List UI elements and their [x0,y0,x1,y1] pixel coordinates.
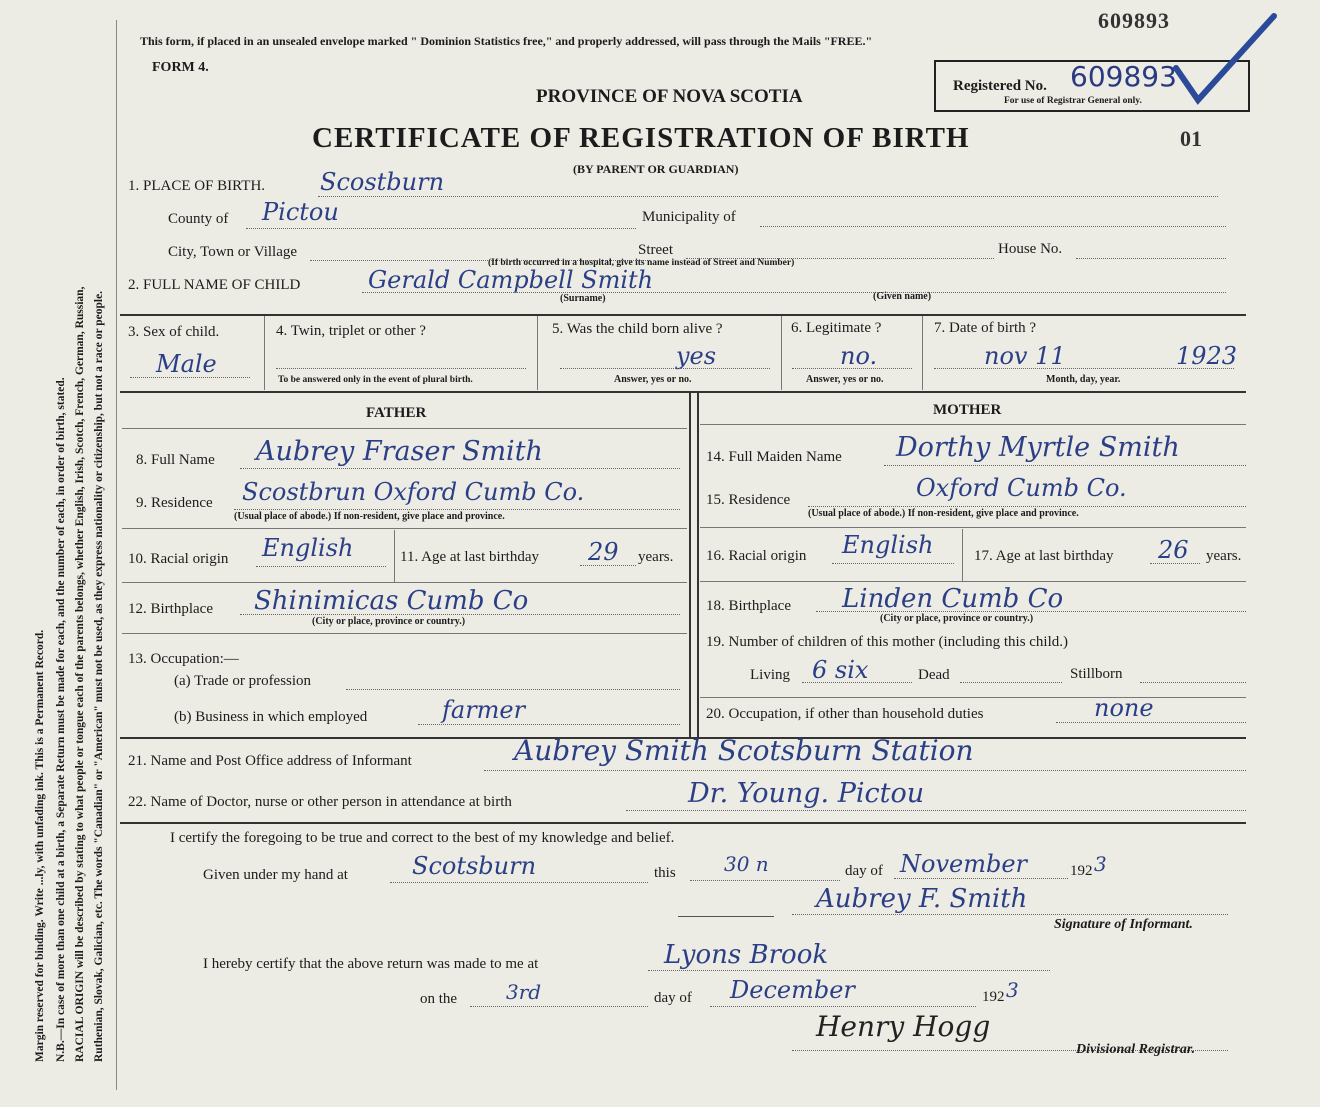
cell-divider [781,316,782,390]
county-value: Pictou [262,198,339,226]
child-name-line [362,292,1226,293]
on-the-label: on the [420,991,458,1007]
doctor-value: Dr. Young. Pictou [688,778,925,809]
mother-racial-origin-value: English [842,531,934,559]
mother-age-unit: years. [1206,548,1242,564]
place-of-birth-value: Scostburn [320,168,445,196]
certify-statement: I certify the foregoing to be true and correct to the best of my knowledge and belief. [170,830,675,846]
father-residence-value: Scostbrun Oxford Cumb Co. [242,478,585,506]
city-label: City, Town or Village [168,244,298,260]
father-birthplace-label: 12. Birthplace [128,601,213,617]
mother-occupation-value: none [1094,694,1154,722]
margin-plural-birth-note: N.B.—In case of more than one child at a birth, a Separate Return must be made for each, and the number of each, in order of birth, stated. [55,377,67,1062]
sex-label: 3. Sex of child. [128,324,220,340]
born-alive-note: Answer, yes or no. [614,374,692,385]
street-label: Street [638,242,673,258]
checkmark-icon [1170,8,1280,108]
father-business-value: farmer [442,696,526,724]
father-age-line [580,565,636,566]
legitimate-value: no. [840,342,878,370]
stamp-number: 609893 [1098,8,1170,33]
month2-line [710,1006,976,1007]
legitimate-label: 6. Legitimate ? [791,320,882,336]
place-of-birth-line [318,196,1218,197]
section-divider [120,391,1246,393]
house-number-label: House No. [998,241,1063,257]
cell-divider [537,316,538,390]
born-alive-value: yes [676,342,717,370]
born-alive-label: 5. Was the child born alive ? [552,321,723,337]
row-divider [120,314,1246,316]
row-rule [122,582,687,583]
father-heading-rule [122,428,687,429]
mother-birthplace-line [816,611,1246,612]
mother-age-line [1150,563,1200,564]
born-alive-line [560,368,770,369]
year-prefix: 192 [1070,863,1093,879]
year2-value: 3 [1006,978,1019,1002]
month2-value: December [730,976,855,1004]
mother-racial-origin-line [832,563,954,564]
child-name-label: 2. FULL NAME OF CHILD [128,277,301,293]
father-business-label: (b) Business in which employed [174,709,368,725]
date-of-birth-line [934,368,1234,369]
row-rule [122,633,687,634]
plural-birth-line [276,368,526,369]
father-racial-origin-label: 10. Racial origin [128,551,229,567]
on-the-line [470,1006,648,1007]
father-racial-origin-line [256,566,386,567]
father-age-unit: years. [638,549,674,565]
doctor-label: 22. Name of Doctor, nurse or other person in attendance at birth [128,794,512,810]
informant-label: 21. Name and Post Office address of Informant [128,753,412,769]
mother-racial-origin-label: 16. Racial origin [706,548,807,564]
month-line [894,878,1068,879]
dead-line [960,682,1062,683]
cell-divider [394,530,395,582]
father-age-value: 29 [588,538,619,566]
county-line [246,228,636,229]
sex-value: Male [156,350,217,378]
sex-line [130,377,250,378]
mother-name-line [884,465,1246,466]
section-divider [120,822,1246,824]
margin-racial-origin-note: RACIAL ORIGIN will be described by stating to what people or tongue each of the parents belongs, whether English, Irish, Scotch, French, German, Russian, [74,286,86,1062]
given-place-line [390,882,648,883]
day-of-label: day of [845,863,883,879]
father-business-line [418,724,680,725]
surname-note: (Surname) [560,293,606,304]
return-place-value: Lyons Brook [664,940,829,970]
place-of-birth-label: 1. PLACE OF BIRTH. [128,178,266,194]
father-occupation-label: 13. Occupation:— [128,651,239,667]
margin-binding-note: Margin reserved for binding. Write ...ly, with unfading ink. This is a Permanent Record. [34,629,46,1062]
informant-signature: Aubrey F. Smith [816,884,1028,914]
mother-name-label: 14. Full Maiden Name [706,449,842,465]
informant-signature-line [792,914,1228,915]
father-name-value: Aubrey Fraser Smith [256,436,543,467]
given-place-value: Scotsburn [412,852,537,880]
father-birthplace-note: (City or place, province or country.) [312,616,466,627]
cell-divider [922,316,923,390]
informant-value: Aubrey Smith Scotsburn Station [514,734,974,767]
legitimate-note: Answer, yes or no. [806,374,884,385]
day-of-label-2: day of [654,990,692,1006]
row-rule [700,581,1246,582]
date-of-birth-label: 7. Date of birth ? [934,320,1037,336]
mother-heading-rule [700,424,1246,425]
father-trade-line [346,689,680,690]
father-residence-label: 9. Residence [136,495,213,511]
this-day-value: 30 n [724,852,769,876]
this-label: this [654,865,676,881]
father-birthplace-line [240,614,680,615]
form-number: FORM 4. [152,60,209,75]
mother-residence-value: Oxford Cumb Co. [916,474,1127,502]
living-value: 6 six [812,656,869,684]
return-place-line [648,970,1050,971]
mother-residence-note: (Usual place of abode.) If non-resident, give place and province. [808,508,1079,519]
corner-mark: 01 [1180,126,1202,151]
return-made-label: I hereby certify that the above return was made to me at [203,956,539,972]
living-label: Living [750,667,790,683]
living-line [802,682,912,683]
mother-name-value: Dorthy Myrtle Smith [896,432,1180,463]
given-under-hand-label: Given under my hand at [203,867,348,883]
mother-occupation-line [1056,722,1246,723]
plural-birth-label: 4. Twin, triplet or other ? [276,323,426,339]
mother-occupation-label: 20. Occupation, if other than household duties [706,706,984,722]
legitimate-line [792,368,912,369]
stillborn-label: Stillborn [1070,666,1123,682]
mother-age-value: 26 [1158,536,1189,564]
county-label: County of [168,211,229,227]
certificate-title: CERTIFICATE OF REGISTRATION OF BIRTH [312,122,970,154]
registered-value: 609893 [1070,60,1177,93]
year-value: 3 [1094,852,1107,876]
father-name-line [240,468,680,469]
mother-children-label: 19. Number of children of this mother (including this child.) [706,634,1069,650]
father-name-label: 8. Full Name [136,452,215,468]
doctor-line [626,810,1246,811]
mother-birthplace-label: 18. Birthplace [706,598,791,614]
row-rule [700,527,1246,528]
parents-column-divider [697,392,699,737]
row-rule [700,697,1246,698]
year2-prefix: 192 [982,989,1005,1005]
this-day-line [690,880,840,881]
province-heading: PROVINCE OF NOVA SCOTIA [536,86,803,107]
mother-residence-line [808,506,1246,507]
mother-heading: MOTHER [933,402,1002,418]
cell-divider [962,529,963,581]
certificate-subtitle: (BY PARENT OR GUARDIAN) [573,162,739,176]
mother-age-label: 17. Age at last birthday [974,548,1114,564]
registered-label: Registered No. [953,78,1047,94]
child-name-value: Gerald Campbell Smith [368,266,654,294]
father-heading: FATHER [366,405,427,421]
father-trade-label: (a) Trade or profession [174,673,312,689]
postage-note: This form, if placed in an unsealed envelope marked " Dominion Statistics free," and properly addressed, will pass through the Mails "FREE." [140,34,873,48]
parents-column-divider [689,392,691,737]
on-the-value: 3rd [506,980,542,1004]
date-of-birth-day: nov 11 [984,342,1066,370]
house-number-line [1076,258,1226,259]
registrar-label: Divisional Registrar. [1076,1042,1196,1057]
margin-racial-origin-note-2: Ruthenian, Slovak, Galician, etc. The words "Canadian" or "American" must not be used, as they express nationality or citizenship, but not a race or people. [93,290,105,1062]
mother-birthplace-value: Linden Cumb Co [842,584,1064,614]
informant-line [484,770,1246,771]
father-residence-note: (Usual place of abode.) If non-resident, give place and province. [234,511,505,522]
cell-divider [264,316,265,390]
registrar-signature: Henry Hogg [816,1010,991,1043]
dead-label: Dead [918,667,950,683]
municipality-label: Municipality of [642,209,736,225]
binding-line [116,20,117,1090]
mother-birthplace-note: (City or place, province or country.) [880,613,1034,624]
registrar-note: For use of Registrar General only. [1004,96,1142,106]
municipality-line [760,226,1226,227]
father-residence-line [234,509,680,510]
given-name-note: (Given name) [873,291,932,302]
month-value: November [900,850,1028,878]
row-rule [122,528,687,529]
mother-residence-label: 15. Residence [706,492,791,508]
date-of-birth-year: 1923 [1176,342,1238,370]
stillborn-line [1140,682,1246,683]
hospital-note: (If birth occurred in a hospital, give its name instead of Street and Number) [488,258,795,268]
informant-signature-label: Signature of Informant. [1054,917,1193,932]
short-rule [678,916,774,917]
father-age-label: 11. Age at last birthday [400,549,539,565]
father-birthplace-value: Shinimicas Cumb Co [254,586,529,616]
plural-birth-note: To be answered only in the event of plural birth. [278,375,473,385]
date-of-birth-note: Month, day, year. [1046,374,1121,385]
father-racial-origin-value: English [262,534,354,562]
